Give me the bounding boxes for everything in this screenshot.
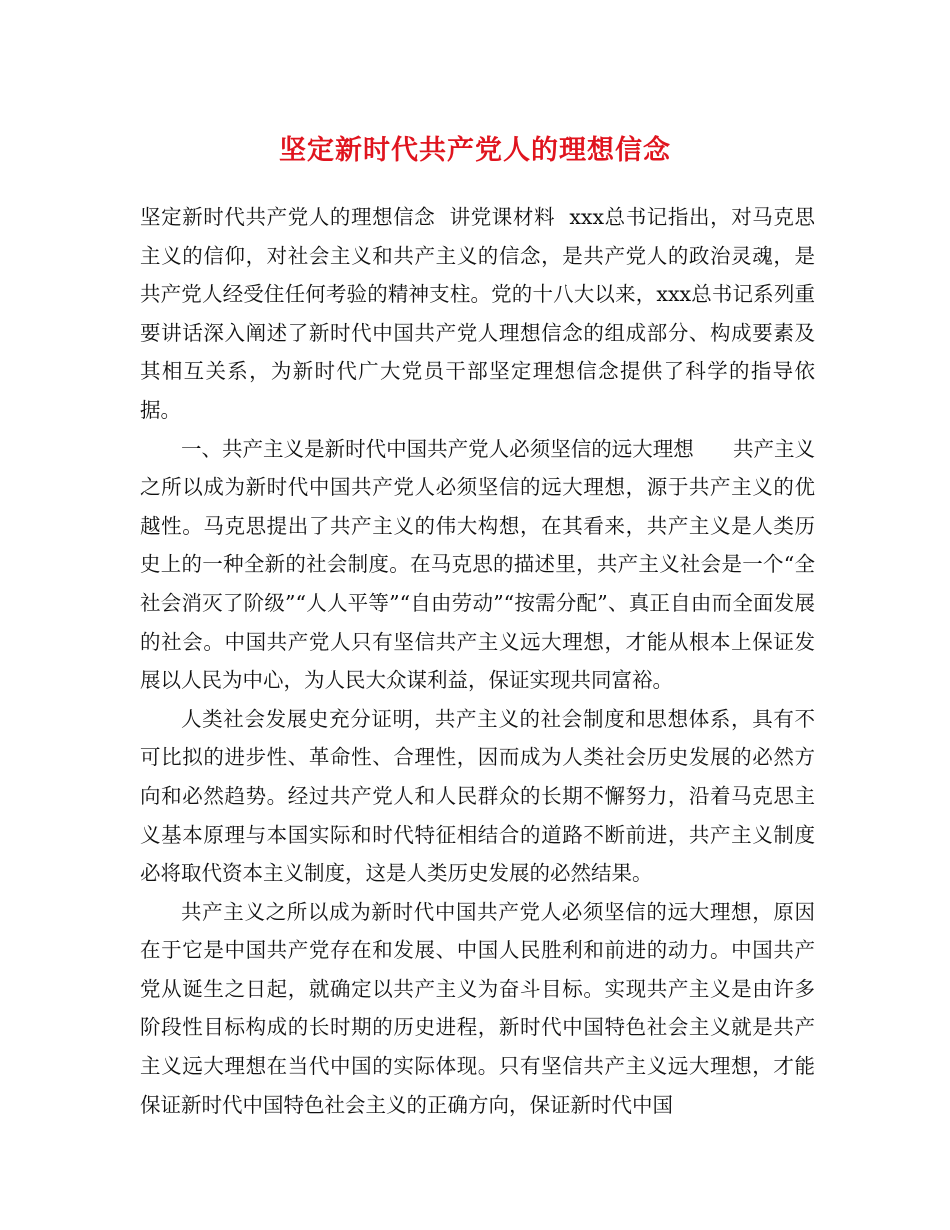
document-body [140, 198, 815, 1124]
paragraph-intro: 坚定新时代共产党人的理想信念 讲党课材料 xxx总书记指出，对马克思主义的信仰，对社会主义和共产主义的信念，是共产党人的政治灵魂，是共产党人经受住任何考验的精神支柱。党的十八大以来，xxx总书记系列重要讲话深入阐述了新时代中国共产党人理想信念的组成部分、构成要素及其相互关系，为新时代广大党员干部坚定理想信念提供了科学的指导依据。 [140, 205, 815, 422]
paragraph-motivation: 共产主义之所以成为新时代中国共产党人必须坚信的远大理想，原因在于它是中国共产党存在和发展、中国人民胜利和前进的动力。中国共产党从诞生之日起，就确定以共产主义为奋斗目标。实现共产主义是由许多阶段性目标构成的长时期的历史进程，新时代中国特色社会主义就是共产主义远大理想在当代中国的实际体现。只有坚信共产主义远大理想，才能保证新时代中国特色社会主义的正确方向，保证新时代中国 [140, 899, 815, 1117]
paragraph-section-one: 一、共产主义是新时代中国共产党人必须坚信的远大理想 共产主义之所以成为新时代中国共产党人必须坚信的远大理想，源于共产主义的优越性。马克思提出了共产主义的伟大构想，在其看来，共产主义是人类历史上的一种全新的社会制度。在马克思的描述里，共产主义社会是一个“全社会消灭了阶级”“人人平等”“自由劳动”“按需分配”、真正自由而全面发展的社会。中国共产党人只有坚信共产主义远大理想，才能从根本上保证发展以人民为中心，为人民大众谋利益，保证实现共同富裕。 [140, 436, 815, 693]
paragraph-history: 人类社会发展史充分证明，共产主义的社会制度和思想体系，具有不可比拟的进步性、革命性、合理性，因而成为人类社会历史发展的必然方向和必然趋势。经过共产党人和人民群众的长期不懈努力，沿着马克思主义基本原理与本国实际和时代特征相结合的道路不断前进，共产主义制度必将取代资本主义制度，这是人类历史发展的必然结果。 [140, 706, 815, 886]
document-title: 坚定新时代共产党人的理想信念 [279, 135, 671, 166]
